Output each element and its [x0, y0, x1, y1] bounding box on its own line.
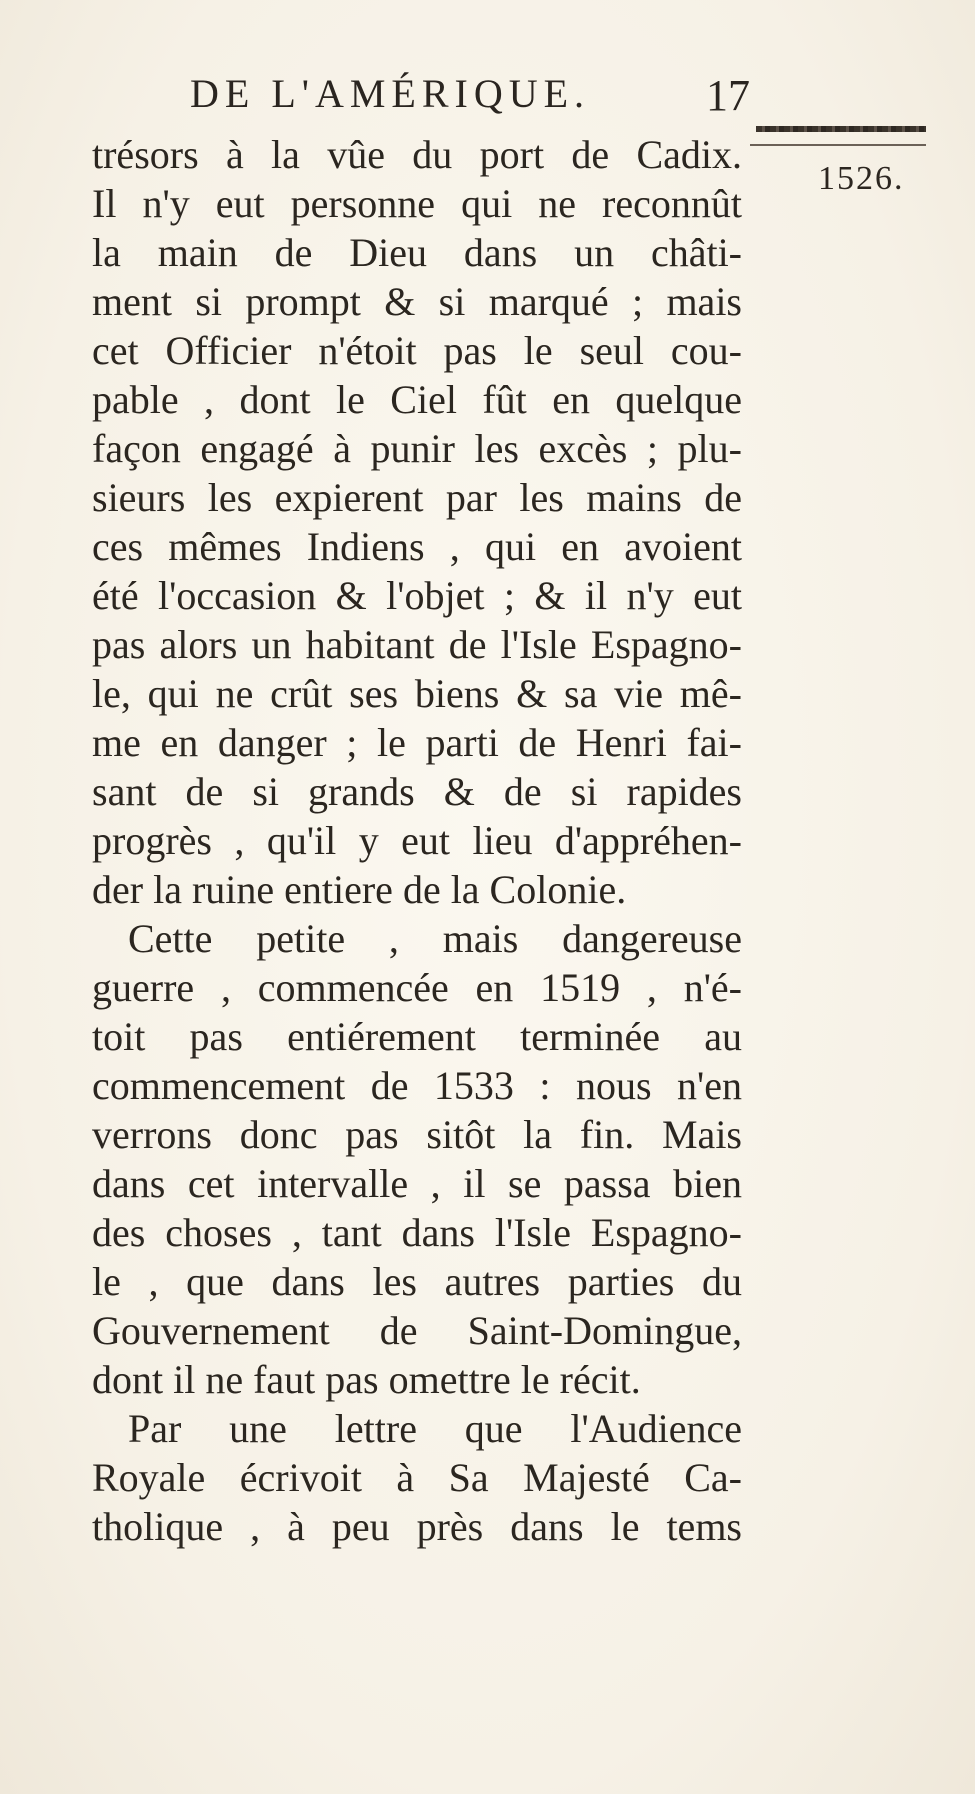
running-title: DE L'AMÉRIQUE. [190, 71, 591, 116]
text-line: sant de si grands & de si rapides [92, 769, 742, 814]
text-line: Royale écrivoit à Sa Majesté Ca- [92, 1455, 742, 1500]
text-line: pable , dont le Ciel fût en quelque [92, 377, 742, 422]
text-line: Gouvernement de Saint-Domingue, [92, 1308, 742, 1353]
text-line: des choses , tant dans l'Isle Espagno- [92, 1210, 742, 1255]
text-line: commencement de 1533 : nous n'en [92, 1063, 742, 1108]
margin-year-note: 1526. [818, 160, 905, 197]
text-line: façon engagé à punir les excès ; plu- [92, 426, 742, 471]
page-number: 17 [706, 71, 750, 120]
text-line: verrons donc pas sitôt la fin. Mais [92, 1112, 742, 1157]
text-line: dans cet intervalle , il se passa bien [92, 1161, 742, 1206]
text-line: dont il ne faut pas omettre le récit. [92, 1357, 641, 1402]
text-line: der la ruine entiere de la Colonie. [92, 867, 627, 912]
text-line: la main de Dieu dans un châti- [92, 230, 742, 275]
text-line: toit pas entiérement terminée au [92, 1014, 742, 1059]
text-line: Par une lettre que l'Audience [128, 1406, 742, 1451]
text-line: sieurs les expierent par les mains de [92, 475, 742, 520]
text-line: ces mêmes Indiens , qui en avoient [92, 524, 742, 569]
decorative-rule [756, 126, 926, 132]
text-line: guerre , commencée en 1519 , n'é- [92, 965, 742, 1010]
text-line: Cette petite , mais dangereuse [128, 916, 742, 961]
text-line: me en danger ; le parti de Henri fai- [92, 720, 742, 765]
text-line: tholique , à peu près dans le tems [92, 1504, 742, 1549]
text-line: Il n'y eut personne qui ne reconnût [92, 181, 742, 226]
text-line: le, qui ne crût ses biens & sa vie mê- [92, 671, 742, 716]
text-line: progrès , qu'il y eut lieu d'appréhen- [92, 818, 742, 863]
text-line: trésors à la vûe du port de Cadix. [92, 132, 742, 177]
text-line: pas alors un habitant de l'Isle Espagno- [92, 622, 742, 667]
text-line: été l'occasion & l'objet ; & il n'y eut [92, 573, 742, 618]
text-line: le , que dans les autres parties du [92, 1259, 742, 1304]
text-line: cet Officier n'étoit pas le seul cou- [92, 328, 742, 373]
margin-rule [750, 144, 926, 146]
text-line: ment si prompt & si marqué ; mais [92, 279, 742, 324]
body-text [92, 130, 742, 1551]
